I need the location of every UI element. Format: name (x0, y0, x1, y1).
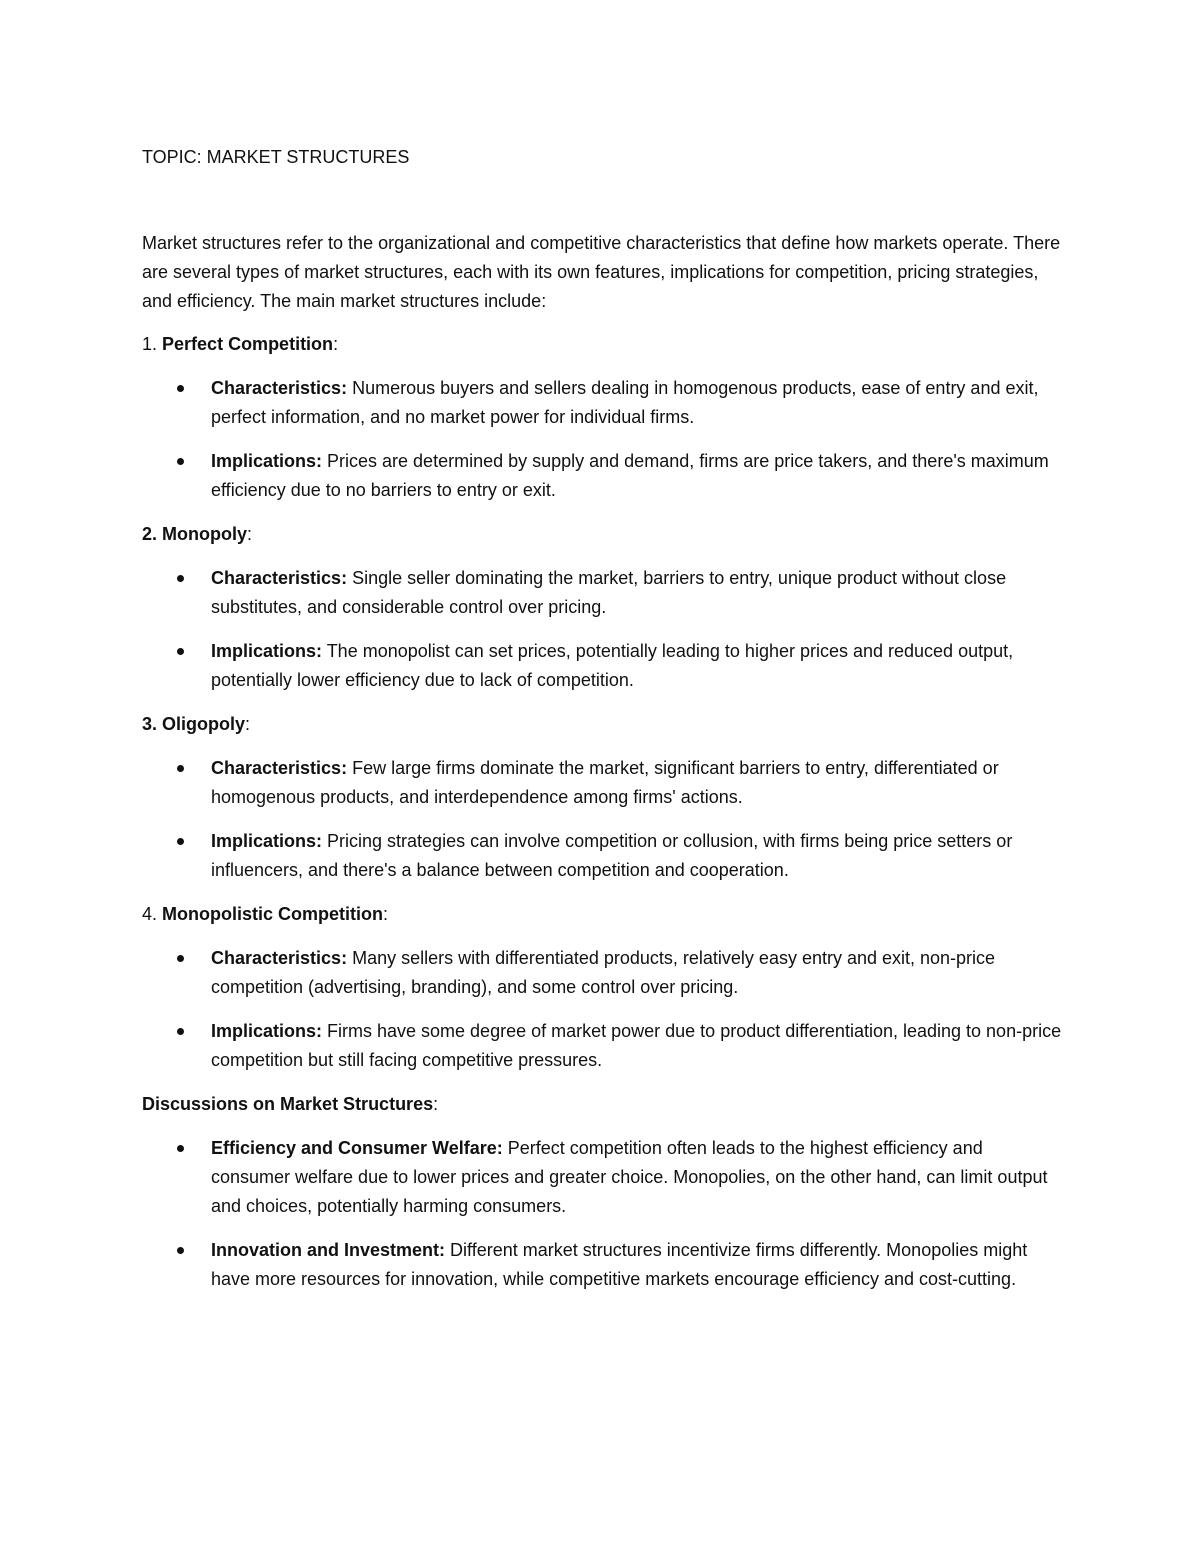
bullet-icon (177, 955, 184, 962)
item-term: Innovation and Investment: (211, 1240, 446, 1260)
list-item (142, 944, 1062, 1002)
bullet-icon (177, 575, 184, 582)
bullet-icon (177, 648, 184, 655)
section-number: 1. (142, 334, 158, 354)
section-title: Oligopoly (162, 714, 246, 734)
list-item (142, 1017, 1062, 1075)
item-text: Pricing strategies can involve competition or collusion, with firms being price setters or influencers, and there's a balance between competition and cooperation. (211, 831, 1013, 880)
section-number: 3. (142, 714, 158, 734)
topic-heading: TOPIC: MARKET STRUCTURES (142, 147, 410, 167)
section-number: 2. (142, 524, 158, 544)
bullet-list (142, 374, 1062, 505)
section-number: 4. (142, 904, 158, 924)
item-term: Implications: (211, 831, 323, 851)
item-term: Characteristics: (211, 378, 348, 398)
document-body (142, 143, 1062, 1309)
list-item (142, 1134, 1062, 1221)
section-heading: 3. Oligopoly: (142, 714, 251, 734)
section-heading: 4. Monopolistic Competition: (142, 904, 389, 924)
bullet-icon (177, 1028, 184, 1035)
item-text: Prices are determined by supply and demand, firms are price takers, and there's maximum efficiency due to no barriers to entry or exit. (211, 451, 1049, 500)
section-title: Monopoly (162, 524, 248, 544)
item-term: Implications: (211, 1021, 323, 1041)
bullet-icon (177, 458, 184, 465)
item-text: Single seller dominating the market, barriers to entry, unique product without close substitutes, and considerable control over pricing. (211, 568, 1007, 617)
section-heading: 1. Perfect Competition: (142, 334, 339, 354)
list-item (142, 1236, 1062, 1294)
bullet-icon (177, 1145, 184, 1152)
item-term: Implications: (211, 641, 323, 661)
list-item (142, 637, 1062, 695)
section (142, 1090, 1062, 1294)
bullet-icon (177, 765, 184, 772)
section (142, 330, 1062, 505)
section-title: Discussions on Market Structures (142, 1094, 434, 1114)
bullet-icon (177, 838, 184, 845)
section-title: Monopolistic Competition (162, 904, 384, 924)
item-text: Few large firms dominate the market, significant barriers to entry, differentiated or homogenous products, and interdependence among firms' actions. (211, 758, 999, 807)
item-term: Efficiency and Consumer Welfare: (211, 1138, 503, 1158)
item-text: Firms have some degree of market power due to product differentiation, leading to non-price competition but still facing competitive pressures. (211, 1021, 1062, 1070)
bullet-list (142, 944, 1062, 1075)
section-heading: Discussions on Market Structures: (142, 1094, 439, 1114)
bullet-list (142, 754, 1062, 885)
item-text: The monopolist can set prices, potentially leading to higher prices and reduced output, potentially lower efficiency due to lack of competition. (211, 641, 1014, 690)
bullet-list (142, 564, 1062, 695)
item-term: Characteristics: (211, 948, 348, 968)
section-heading: 2. Monopoly: (142, 524, 253, 544)
item-term: Characteristics: (211, 568, 348, 588)
section (142, 710, 1062, 885)
sections-container (142, 330, 1062, 1294)
section (142, 520, 1062, 695)
item-text: Perfect competition often leads to the highest efficiency and consumer welfare due to lower prices and greater choice. Monopolies, on the other hand, can limit output and choices, potentially harming consumers. (211, 1138, 1048, 1216)
list-item (142, 447, 1062, 505)
bullet-icon (177, 385, 184, 392)
bullet-icon (177, 1247, 184, 1254)
item-text: Numerous buyers and sellers dealing in homogenous products, ease of entry and exit, perfect information, and no market power for individual firms. (211, 378, 1039, 427)
list-item (142, 564, 1062, 622)
item-term: Implications: (211, 451, 323, 471)
list-item (142, 374, 1062, 432)
intro-paragraph: Market structures refer to the organizational and competitive characteristics that define how markets operate. There are several types of market structures, each with its own features, implications for competition, pricing strategies, and efficiency. The main market structures include: (142, 233, 1061, 311)
bullet-list (142, 1134, 1062, 1294)
section-title: Perfect Competition (162, 334, 334, 354)
item-text: Many sellers with differentiated products, relatively easy entry and exit, non-price competition (advertising, branding), and some control over pricing. (211, 948, 996, 997)
item-term: Characteristics: (211, 758, 348, 778)
list-item (142, 754, 1062, 812)
item-text: Different market structures incentivize firms differently. Monopolies might have more resources for innovation, while competitive markets encourage efficiency and cost-cutting. (211, 1240, 1028, 1289)
section (142, 900, 1062, 1075)
list-item (142, 827, 1062, 885)
